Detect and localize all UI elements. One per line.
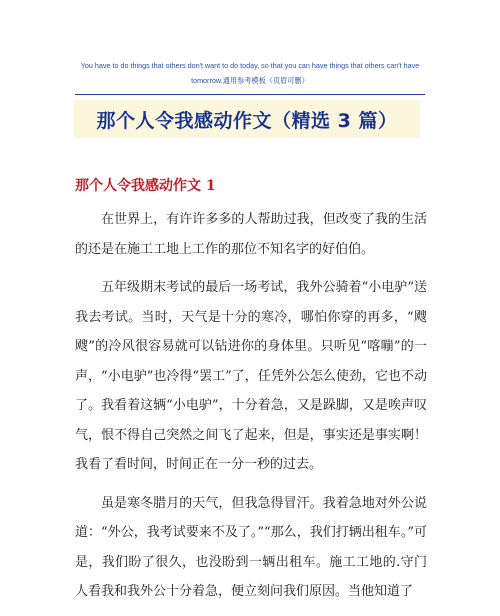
header-divider xyxy=(75,94,425,95)
page-header xyxy=(70,58,430,88)
title-banner xyxy=(74,100,420,138)
paragraph: 在世界上，有许许多多的人帮助过我，但改变了我的生活的还是在施工工地上工作的那位不知名字的好伯伯。 xyxy=(75,212,427,257)
paragraph: 五年级期末考试的最后一场考试，我外公骑着“小电驴”送我去考试。当时，天气是十分的寒冷，哪怕你穿的再多，“飕飕”的冷风很容易就可以钻进你的身体里。只听见“喀嘣”的一声，“小电驴”也冷得“罢工”了，任凭外公怎么使劲，它也不动了。我看着这辆“小电驴”，十分着急，又是跺脚，又是唉声叹气，恨不得自己突然之间飞了起来，但是，事实还是事实啊！我看了看时间，时间正在一分一秒的过去。 xyxy=(75,280,427,472)
document-title: 那个人令我感动作文（精选 3 篇） xyxy=(96,109,398,132)
header-quote: You have to do things that others don't want to do today, so that you can have things that others can't have tomorrow. xyxy=(80,61,420,85)
article-body xyxy=(75,205,427,616)
paragraph: 虽是寒冬腊月的天气，但我急得冒汗。我着急地对外公说道：“外公，我考试要来不及了。”“那么，我们打辆出租车。”可是，我们盼了很久，也没盼到一辆出租车。施工工地的.守门人看我和我外公十分着急，便立刻问我们原因。当他知道了 xyxy=(75,495,427,599)
section-heading: 那个人令我感动作文 1 xyxy=(75,178,216,194)
header-note: 通用参考模板（页眉可删） xyxy=(222,76,309,85)
